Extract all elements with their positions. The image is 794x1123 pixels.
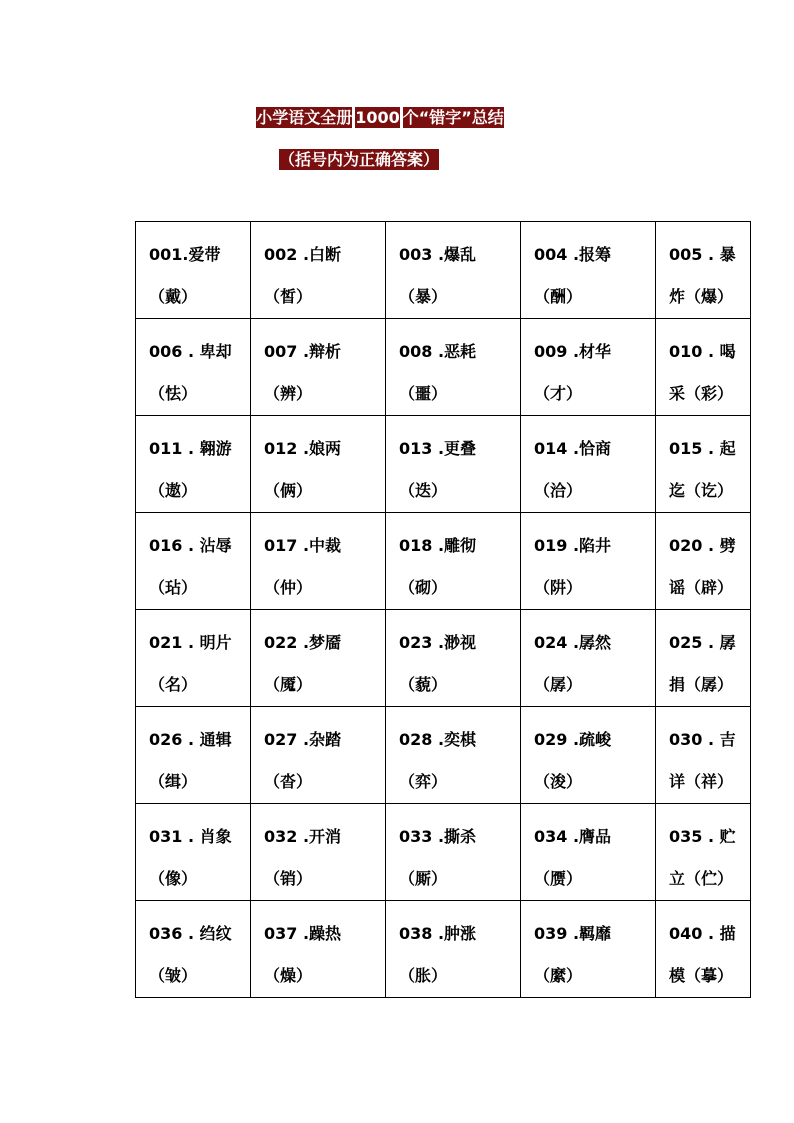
- table-cell: 031 . 肖象（像）: [136, 804, 251, 901]
- table-cell: 033 .撕杀（厮）: [386, 804, 521, 901]
- table-row: [136, 804, 751, 901]
- table-cell: 025 . 孱捐（孱）: [656, 610, 751, 707]
- subtitle-text: （括号内为正确答案）: [278, 150, 439, 169]
- table-cell: 022 .梦靥（魇）: [251, 610, 386, 707]
- table-cell: 016 . 沾辱（玷）: [136, 513, 251, 610]
- table-cell: 011 . 翱游（遨）: [136, 416, 251, 513]
- table-cell: 027 .杂踏（沓）: [251, 707, 386, 804]
- table-cell: 014 .恰商（洽）: [521, 416, 656, 513]
- table-cell: 005 . 暴炸（爆）: [656, 222, 751, 319]
- table-cell: 020 . 劈谣（辟）: [656, 513, 751, 610]
- table-cell: 030 . 吉详（祥）: [656, 707, 751, 804]
- table-cell: 029 .疏峻（浚）: [521, 707, 656, 804]
- table-cell: 032 .开消（销）: [251, 804, 386, 901]
- table-cell: 004 .报筹（酬）: [521, 222, 656, 319]
- table-cell: 036 . 绉纹（皱）: [136, 901, 251, 998]
- title-part-2: 1000: [355, 108, 400, 127]
- table-cell: 037 .躁热（燥）: [251, 901, 386, 998]
- table-cell: 017 .中裁（仲）: [251, 513, 386, 610]
- table-cell: 002 .白断（皙）: [251, 222, 386, 319]
- table-row: [136, 222, 751, 319]
- table-cell: 035 . 贮立（伫）: [656, 804, 751, 901]
- table-cell: 010 . 喝采（彩）: [656, 319, 751, 416]
- error-word-table: [135, 221, 751, 998]
- table-row: [136, 319, 751, 416]
- table-cell: 003 .爆乱（暴）: [386, 222, 521, 319]
- table-cell: 001.爱带（戴）: [136, 222, 251, 319]
- table-cell: 015 . 起迄（讫）: [656, 416, 751, 513]
- table-cell: 038 .肿涨（胀）: [386, 901, 521, 998]
- table-cell: 034 .膺品（赝）: [521, 804, 656, 901]
- table-cell: 008 .恶耗（噩）: [386, 319, 521, 416]
- table-cell: 018 .雕彻（砌）: [386, 513, 521, 610]
- table-cell: 012 .娘两（俩）: [251, 416, 386, 513]
- table-row: [136, 610, 751, 707]
- table-cell: 013 .更叠（迭）: [386, 416, 521, 513]
- page-subtitle: [0, 148, 756, 172]
- table-cell: 006 . 卑却（怯）: [136, 319, 251, 416]
- table-cell: 040 . 描模（摹）: [656, 901, 751, 998]
- table-cell: 009 .材华（才）: [521, 319, 656, 416]
- table-row: [136, 513, 751, 610]
- title-part-3: 个“错字”总结: [402, 108, 504, 127]
- table-row: [136, 901, 751, 998]
- page-title: [0, 106, 777, 130]
- table-cell: 007 .辩析（辨）: [251, 319, 386, 416]
- table-cell: 019 .陷井（阱）: [521, 513, 656, 610]
- table-cell: 021 . 明片（名）: [136, 610, 251, 707]
- table-cell: 026 . 通辑（缉）: [136, 707, 251, 804]
- table-cell: 039 .羁靡（縻）: [521, 901, 656, 998]
- table-cell: 023 .渺视（藐）: [386, 610, 521, 707]
- table-row: [136, 707, 751, 804]
- table-cell: 028 .奕棋（弈）: [386, 707, 521, 804]
- title-part-1: 小学语文全册: [256, 108, 353, 127]
- table-row: [136, 416, 751, 513]
- table-cell: 024 .孱然（孱）: [521, 610, 656, 707]
